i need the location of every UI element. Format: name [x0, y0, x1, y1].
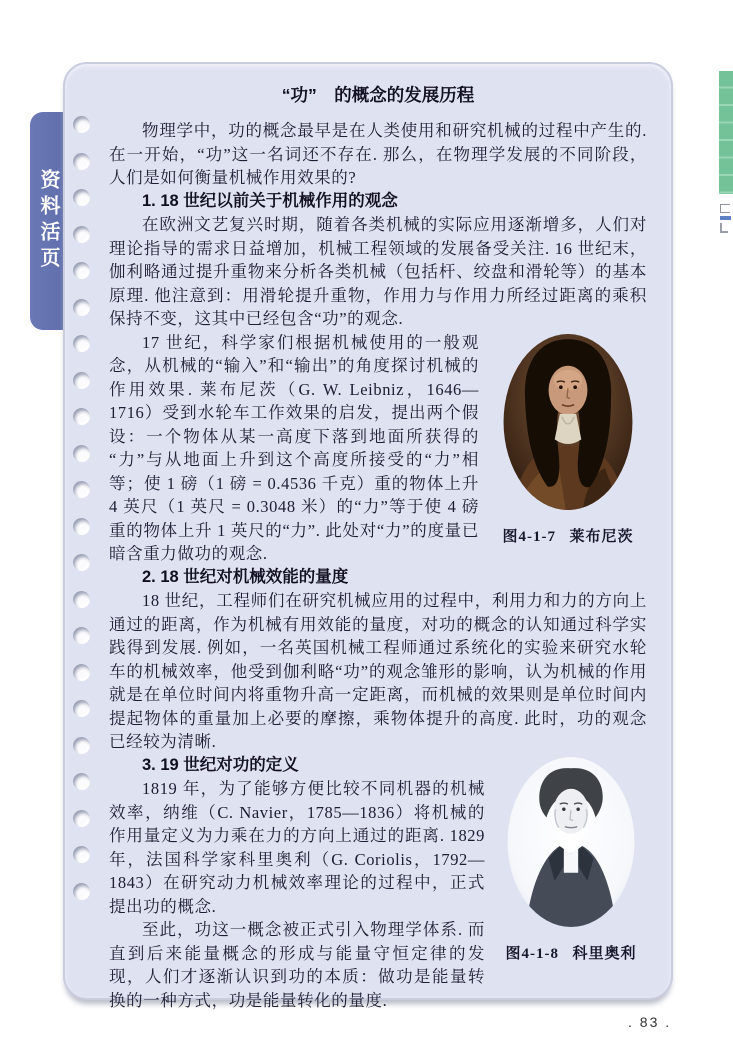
- figure-name: 莱布尼茨: [569, 528, 634, 545]
- section-3-heading: 3. 19 世纪对功的定义: [142, 755, 299, 774]
- punch-hole: [73, 481, 90, 498]
- figure-caption: [489, 525, 647, 546]
- section-1-paragraph-2: 17 世纪，科学家们根据机械使用的一般观念，从机械的“输入”和“输出”的角度探讨机械的作用效果. 莱布尼茨（G. W. Leibniz，1646—1716）受到水轮车工作效果的启发，提出两个假设：一个物体从某一高度下落到地面所获得的“力”与从地面上升到这个高度所接受的“力”相等；使 1 磅（1 磅 = 0.4536 千克）重的物体上升 4 英尺（1 英尺 = 0.3048 米）的“力”等于使 4 磅重的物体上升 1 英尺的“力”. 此处对“力”的度量已暗含重力做功的观念.: [109, 332, 479, 563]
- section-1-paragraph-1: 在欧洲文艺复兴时期，随着各类机械的实际应用逐渐增多，人们对理论指导的需求日益增加，机械工程领域的发展备受关注. 16 世纪末，伽利略通过提升重物来分析各类机械（包括杆、绞盘和滑轮等）的基本原理. 他注意到：用滑轮提升重物，作用力与作用力所经过距离的乘积保持不变，这其中已经包含“功”的观念.: [109, 215, 647, 328]
- punch-hole: [73, 299, 90, 316]
- coriolis-portrait: [502, 756, 640, 928]
- punch-hole: [73, 700, 90, 717]
- punch-hole: [73, 262, 90, 279]
- leibniz-portrait: [499, 333, 637, 511]
- chapter-edge-strip: [719, 71, 733, 194]
- punch-hole: [73, 408, 90, 425]
- figure-caption: [495, 942, 647, 963]
- edge-fragment-icon: [720, 216, 731, 220]
- figure-coriolis: [495, 756, 647, 963]
- punch-hole: [73, 226, 90, 243]
- punch-hole: [73, 591, 90, 608]
- binder-holes: [73, 116, 90, 900]
- side-tab-label: 资料活页: [37, 169, 59, 273]
- page-number: . 83 .: [628, 1014, 672, 1030]
- edge-text-fragments: [720, 201, 733, 236]
- punch-hole: [73, 335, 90, 352]
- section-2-heading: 2. 18 世纪对机械效能的量度: [142, 567, 349, 586]
- punch-hole: [73, 372, 90, 389]
- punch-hole: [73, 116, 90, 133]
- edge-fragment-icon: [720, 223, 728, 233]
- punch-hole: [73, 737, 90, 754]
- punch-hole: [73, 773, 90, 790]
- content-card: [63, 62, 673, 1010]
- figure-name: 科里奥利: [572, 945, 637, 962]
- figure-number: 图4-1-8: [505, 945, 559, 962]
- figure-leibniz: [489, 333, 647, 546]
- punch-hole: [73, 846, 90, 863]
- punch-hole: [73, 664, 90, 681]
- punch-hole: [73, 883, 90, 900]
- edge-fragment-icon: [720, 204, 730, 213]
- punch-hole: [73, 189, 90, 206]
- article: [109, 78, 647, 1012]
- punch-hole: [73, 445, 90, 462]
- punch-hole: [73, 518, 90, 535]
- punch-hole: [73, 810, 90, 827]
- punch-hole: [73, 554, 90, 571]
- punch-hole: [73, 627, 90, 644]
- article-title: “功” 的概念的发展历程: [281, 85, 475, 105]
- punch-hole: [73, 153, 90, 170]
- figure-number: 图4-1-7: [502, 528, 556, 545]
- section-1-heading: 1. 18 世纪以前关于机械作用的观念: [142, 191, 398, 210]
- section-2-paragraph-1: 18 世纪，工程师们在研究机械应用的过程中，利用力和力的方向上通过的距离，作为机械有用效能的量度，对功的概念的认知通过科学实践得到发展. 例如，一名英国机械工程师通过系统化的实验来研究水轮车的机械效率，他受到伽利略“功”的观念雏形的影响，认为机械的作用就是在单位时间内将重物升高一定距离，而机械的效果则是单位时间内提起物体的重量加上必要的摩擦，乘物体提升的高度. 此时，功的观念已经较为清晰.: [109, 591, 647, 751]
- section-3-paragraph-1: 1819 年，为了能够方便比较不同机器的机械效率，纳维（C. Navier，1785—1836）将机械的作用量定义为力乘在力的方向上通过的距离. 1829 年，法国科学家科里奥利（G. Coriolis，1792—1843）在研究动力机械效率理论的过程中，正式提出功的概念.: [109, 779, 485, 916]
- intro-paragraph: 物理学中，功的概念最早是在人类使用和研究机械的过程中产生的. 在一开始，“功”这一名词还不存在. 那么，在物理学发展的不同阶段，人们是如何衡量机械作用效果的?: [109, 121, 647, 187]
- section-3-paragraph-2: 至此，功这一概念被正式引入物理学体系. 而直到后来能量概念的形成与能量守恒定律的发现，人们才逐渐认识到功的本质：做功是能量转换的一种方式，功是能量转化的量度.: [109, 920, 485, 1010]
